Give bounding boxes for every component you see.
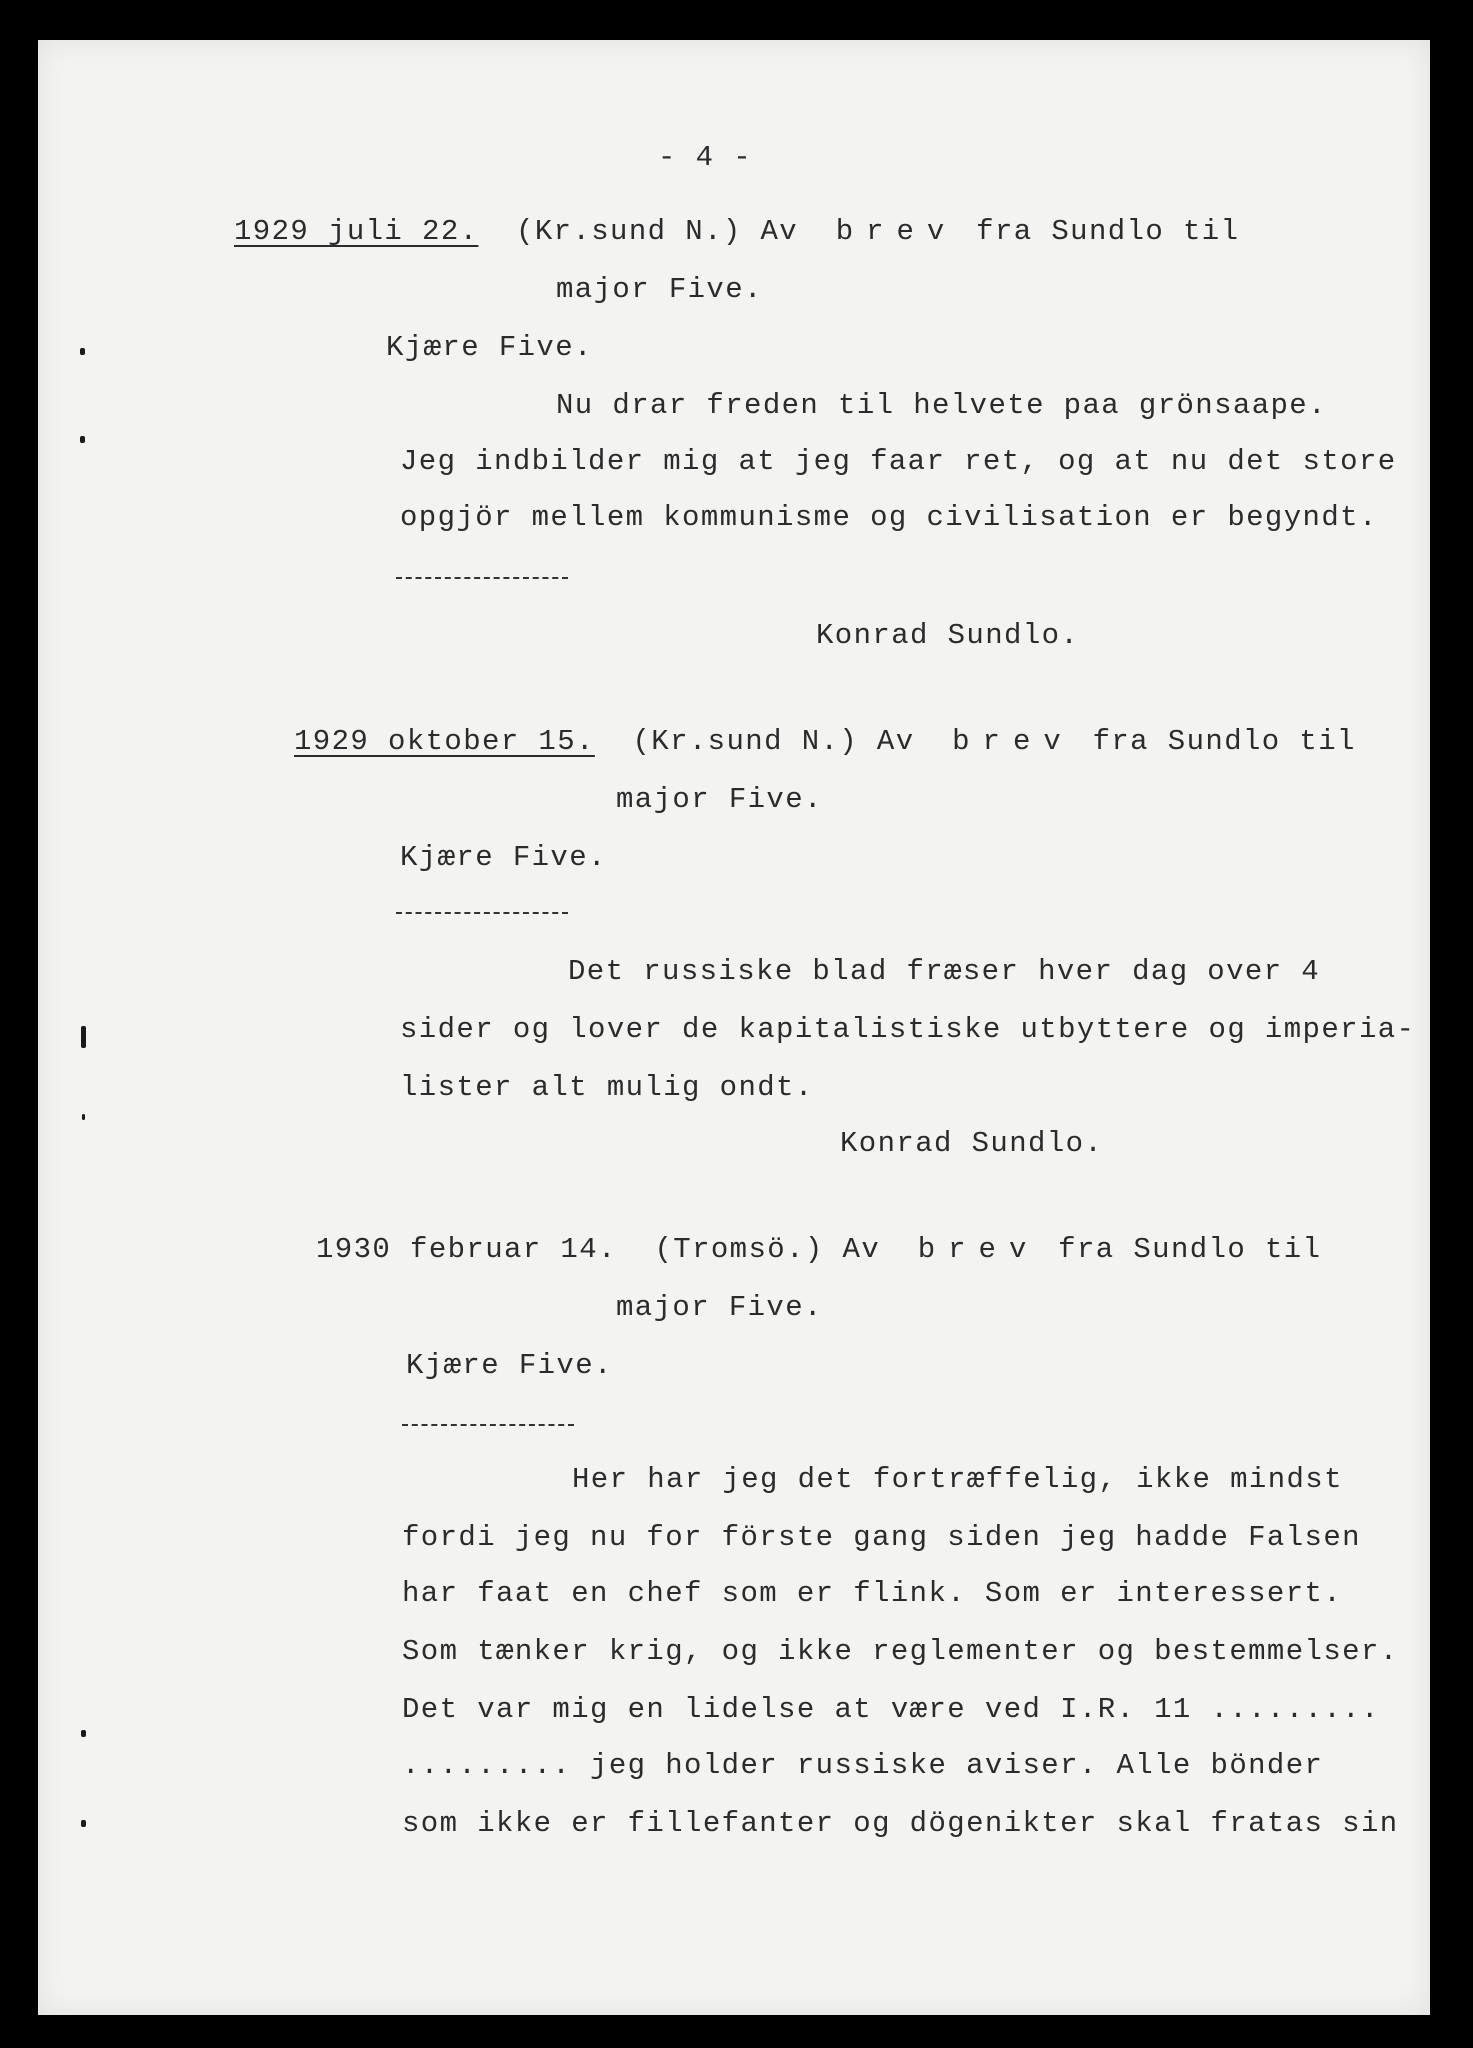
- entry-3-excerpt-label: Av: [842, 1233, 881, 1266]
- entry-1-body-line-1: Nu drar freden til helvete paa grönsaape.: [556, 389, 1327, 422]
- entry-3-body-line-5: Det var mig en lidelse at være ved I.R. 11 .........: [402, 1693, 1380, 1726]
- entry-2-place: (Kr.sund N.): [632, 725, 859, 758]
- entry-3-body-line-6: ......... jeg holder russiske aviser. Alle bönder: [402, 1749, 1324, 1782]
- entry-1-separator: [396, 577, 568, 579]
- entry-3-letter-word: brev: [917, 1233, 1040, 1266]
- entry-1-letter-word: brev: [835, 215, 958, 248]
- entry-1-place: (Kr.sund N.): [516, 215, 742, 248]
- entry-1-excerpt-label: Av: [760, 215, 799, 248]
- entry-1-date: 1929 juli 22.: [234, 215, 479, 248]
- entry-2-from-to: fra Sundlo til: [1092, 725, 1356, 758]
- entry-2-heading: [294, 722, 1356, 762]
- entry-3-date: 1930 februar 14.: [316, 1233, 617, 1266]
- entry-3-salutation: Kjære Five.: [406, 1349, 613, 1382]
- entry-2-body-line-2: sider og lover de kapitalistiske utbyttere og imperia-: [400, 1013, 1416, 1046]
- entry-3-separator: [402, 1424, 574, 1426]
- entry-2-body-line-3: lister alt mulig ondt.: [400, 1071, 814, 1104]
- entry-1-body-line-2: Jeg indbilder mig at jeg faar ret, og at nu det store: [400, 445, 1397, 478]
- margin-mark: [81, 1730, 86, 1737]
- entry-2-excerpt-label: Av: [876, 725, 915, 758]
- entry-3-heading: [316, 1230, 1321, 1270]
- entry-3-recipient: major Five.: [616, 1291, 823, 1324]
- margin-mark: [81, 1026, 86, 1048]
- entry-2-signature: Konrad Sundlo.: [840, 1127, 1104, 1160]
- entry-2-date: 1929 oktober 15.: [294, 725, 595, 758]
- entry-1-signature: Konrad Sundlo.: [816, 619, 1080, 652]
- page-number: - 4 -: [658, 141, 753, 174]
- document-page: [38, 40, 1430, 2015]
- entry-3-body-line-2: fordi jeg nu for förste gang siden jeg hadde Falsen: [402, 1521, 1361, 1554]
- entry-2-separator: [396, 912, 568, 914]
- entry-3-body-line-3: har faat en chef som er flink. Som er interessert.: [402, 1577, 1343, 1610]
- entry-3-place: (Tromsö.): [654, 1233, 824, 1266]
- entry-3-body-line-4: Som tænker krig, og ikke reglementer og bestemmelser.: [402, 1635, 1399, 1668]
- entry-1-heading: [234, 212, 1239, 252]
- entry-2-recipient: major Five.: [616, 783, 823, 816]
- entry-1-from-to: fra Sundlo til: [976, 215, 1240, 248]
- entry-3-body-line-7: som ikke er fillefanter og dögenikter skal fratas sin: [402, 1807, 1399, 1840]
- margin-mark: [82, 1114, 85, 1120]
- entry-1-recipient: major Five.: [556, 273, 763, 306]
- entry-3-from-to: fra Sundlo til: [1058, 1233, 1322, 1266]
- margin-mark: [80, 436, 85, 443]
- margin-mark: [80, 348, 85, 355]
- entry-3-body-line-1: Her har jeg det fortræffelig, ikke mindst: [572, 1463, 1343, 1496]
- margin-mark: [81, 1820, 86, 1827]
- entry-2-letter-word: brev: [952, 725, 1074, 758]
- entry-1-salutation: Kjære Five.: [386, 331, 593, 364]
- entry-1-body-line-3: opgjör mellem kommunisme og civilisation er begyndt.: [400, 501, 1378, 534]
- entry-2-salutation: Kjære Five.: [400, 841, 607, 874]
- entry-2-body-line-1: Det russiske blad fræser hver dag over 4: [568, 955, 1321, 988]
